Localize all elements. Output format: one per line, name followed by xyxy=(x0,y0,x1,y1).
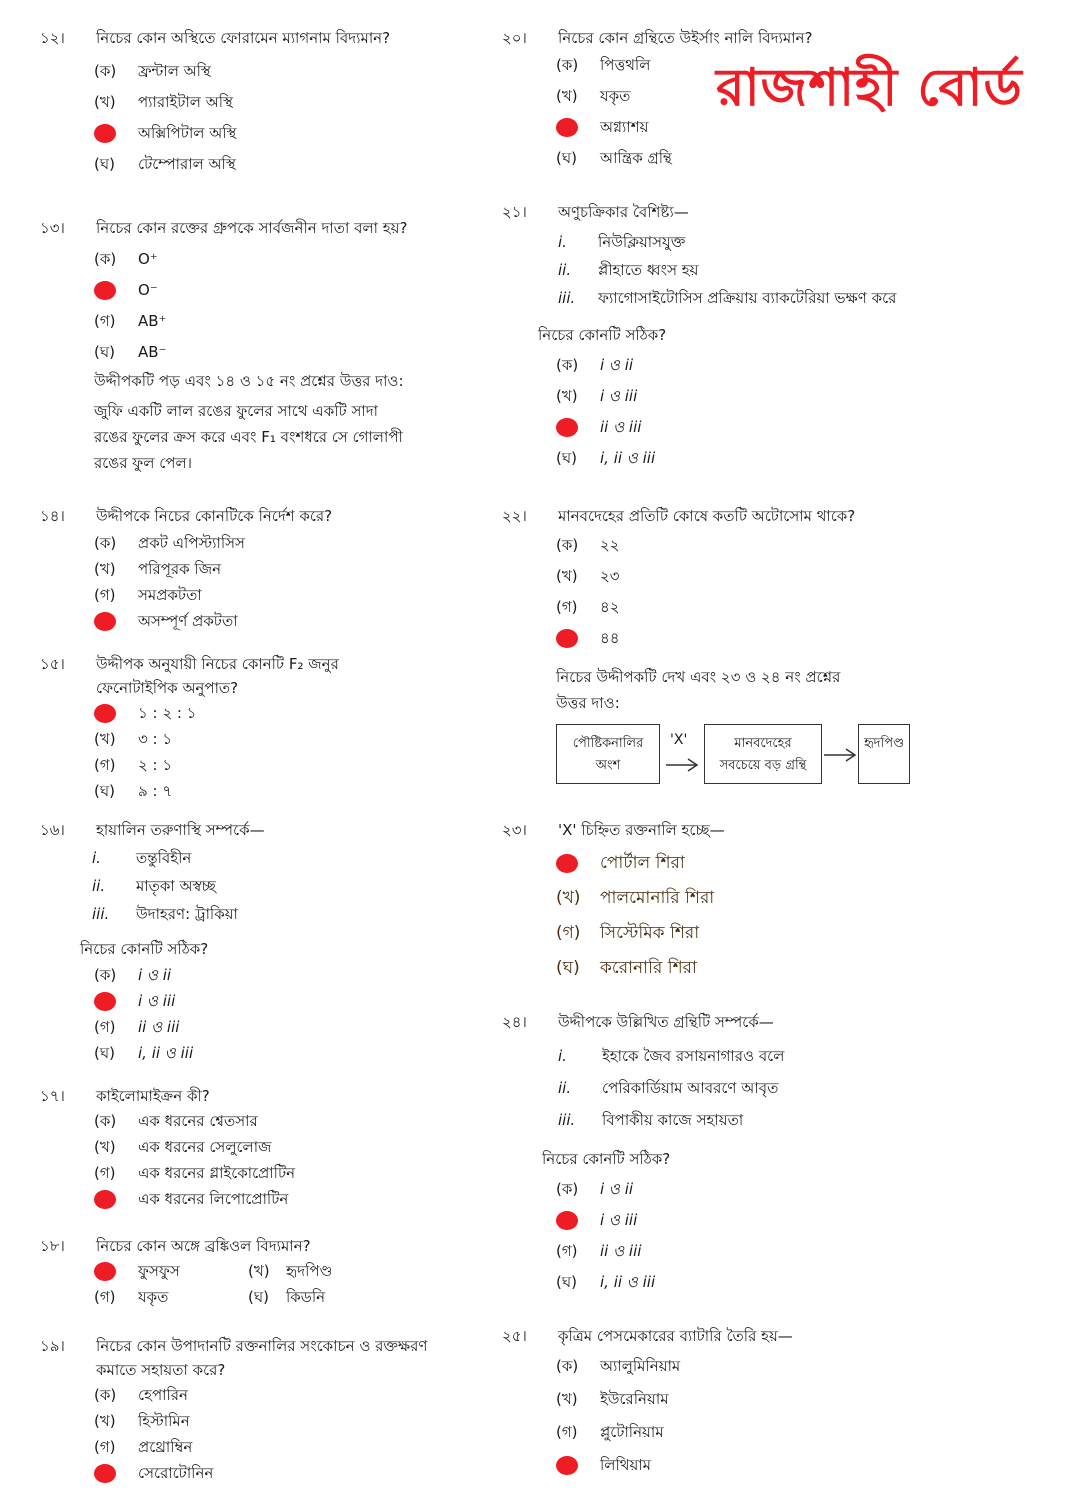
option[interactable]: (খ) পরিপূরক জিন xyxy=(94,560,222,578)
flow-box-largest-gland: মানবদেহের সবচেয়ে বড় গ্রন্থি xyxy=(704,724,822,784)
question-16 xyxy=(40,818,500,1066)
option[interactable]: (গ) ii ও iii xyxy=(94,1018,180,1036)
option[interactable]: (গ) ২ : ১ xyxy=(94,756,173,774)
option[interactable]: (খ) ২৩ xyxy=(556,567,620,585)
answer-marker xyxy=(556,629,578,648)
option[interactable]: (গ) ii ও iii xyxy=(556,1242,642,1260)
option[interactable]: (ঘ) i, ii ও iii xyxy=(94,1044,194,1062)
option[interactable]: (গ) যকৃত xyxy=(94,1288,169,1306)
stimulus-text: রঙের ফুল পেল। xyxy=(94,454,193,472)
question-24 xyxy=(502,1010,1062,1298)
option-correct[interactable]: এক ধরনের লিপোপ্রোটিন xyxy=(40,1186,500,1212)
option[interactable]: (ঘ) AB⁻ xyxy=(94,343,167,361)
option[interactable]: (ক) ফ্রন্টাল অস্থি xyxy=(94,62,211,80)
option[interactable]: (খ) হিস্টামিন xyxy=(94,1412,190,1430)
option-correct[interactable]: অসম্পূর্ণ প্রকটতা xyxy=(40,608,500,634)
option[interactable]: (গ) ৪২ xyxy=(556,598,620,616)
statement: i. নিউক্লিয়াসযুক্ত xyxy=(558,233,686,251)
option-correct[interactable]: O⁻ xyxy=(40,275,500,306)
option-correct[interactable]: লিথিয়াম xyxy=(502,1449,1062,1482)
answer-marker xyxy=(94,1262,116,1281)
question-25 xyxy=(502,1324,1062,1482)
answer-marker xyxy=(94,992,116,1011)
option[interactable]: (ক) অ্যালুমিনিয়াম xyxy=(556,1357,681,1375)
answer-marker xyxy=(556,418,578,437)
question-number: ২৪। xyxy=(502,1013,527,1031)
question-stem: উদ্দীপকে নিচের কোনটিকে নির্দেশ করে? xyxy=(96,507,333,525)
question-number: ২৫। xyxy=(502,1327,527,1345)
stimulus-intro: উদ্দীপকটি পড় এবং ১৪ ও ১৫ নং প্রশ্নের উত্তর দাও: xyxy=(94,372,404,390)
question-21 xyxy=(502,200,1062,474)
flow-box-digestive-tract: পৌষ্টিকনালির অংশ xyxy=(556,724,660,784)
option[interactable]: (ঘ) i, ii ও iii xyxy=(556,1273,656,1291)
option-correct[interactable]: ফুসফুস xyxy=(40,1258,180,1284)
flow-arrow-label-x: 'X' xyxy=(670,732,688,748)
question-stem: 'X' চিহ্নিত রক্তনালি হচ্ছে— xyxy=(558,821,725,839)
option[interactable]: (ক) ২২ xyxy=(556,536,620,554)
question-15 xyxy=(40,652,500,804)
statement: iii. ফ্যাগোসাইটোসিস প্রক্রিয়ায় ব্যাকটেরিয়া ভক্ষণ করে xyxy=(558,289,897,307)
option[interactable]: (গ) সমপ্রকটতা xyxy=(94,586,202,604)
option[interactable]: (খ) হৃদপিণ্ড xyxy=(248,1262,333,1280)
question-stem: নিচের কোন অঙ্গে ব্রঙ্কিওল বিদ্যমান? xyxy=(96,1237,311,1255)
option[interactable]: (গ) প্লুটোনিয়াম xyxy=(556,1423,664,1441)
question-stem: মানবদেহের প্রতিটি কোষে কতটি অটোসোম থাকে? xyxy=(558,507,856,525)
question-stem: কৃত্রিম পেসমেকারের ব্যাটারি তৈরি হয়— xyxy=(558,1327,793,1345)
option[interactable]: (ঘ) টেম্পোরাল অস্থি xyxy=(94,155,236,173)
answer-marker xyxy=(94,124,116,143)
option-correct[interactable]: সেরোটোনিন xyxy=(40,1460,500,1486)
question-number: ২৩। xyxy=(502,821,527,839)
question-19 xyxy=(40,1334,500,1486)
question-number: ১৩। xyxy=(40,219,65,237)
answer-marker xyxy=(94,1190,116,1209)
statement: i. তন্তুবিহীন xyxy=(92,849,192,867)
option[interactable]: (গ) AB⁺ xyxy=(94,312,167,330)
option-correct[interactable]: ৪৪ xyxy=(502,623,1062,654)
question-stem: ফেনোটাইপিক অনুপাত? xyxy=(96,679,239,697)
question-stem: নিচের কোন রক্তের গ্রুপকে সার্বজনীন দাতা বলা হয়? xyxy=(96,219,408,237)
statement: ii. মাতৃকা অস্বচ্ছ xyxy=(92,877,216,895)
option[interactable]: (ক) i ও ii xyxy=(94,966,172,984)
option[interactable]: (গ) এক ধরনের গ্লাইকোপ্রোটিন xyxy=(94,1164,296,1182)
option[interactable]: (ক) এক ধরনের শ্বেতসার xyxy=(94,1112,258,1130)
question-stem: হায়ালিন তরুণাস্থি সম্পর্কে— xyxy=(96,821,265,839)
question-14 xyxy=(40,504,500,634)
stimulus-text: নিচের উদ্দীপকটি দেখ এবং ২৩ ও ২৪ নং প্রশ্নের xyxy=(556,668,841,686)
stimulus-text: উত্তর দাও: xyxy=(556,694,620,712)
arrow-right-icon xyxy=(822,748,858,762)
answer-marker xyxy=(94,612,116,631)
option[interactable]: (ক) O⁺ xyxy=(94,250,158,268)
option[interactable]: (ক) i ও ii xyxy=(556,356,634,374)
option[interactable]: (ক) i ও ii xyxy=(556,1180,634,1198)
question-prompt: নিচের কোনটি সঠিক? xyxy=(80,940,209,958)
option-correct[interactable]: অক্সিপিটাল অস্থি xyxy=(40,118,500,149)
stimulus-flow-diagram xyxy=(556,724,916,788)
statement: ii. প্লীহাতে ধ্বংস হয় xyxy=(558,261,699,279)
option[interactable]: (ঘ) i, ii ও iii xyxy=(556,449,656,467)
question-stem: অণুচক্রিকার বৈশিষ্ট্য— xyxy=(558,203,689,221)
option-correct[interactable]: পোর্টাল শিরা xyxy=(502,846,1062,881)
answer-marker xyxy=(556,118,578,137)
flow-box-heart: হৃদপিণ্ড xyxy=(858,724,910,784)
option[interactable]: (গ) সিস্টেমিক শিরা xyxy=(556,923,700,943)
option[interactable]: (ক) পিত্তথলি xyxy=(556,56,651,74)
question-stem: নিচের কোন গ্রন্থিতে উইর্সাং নালি বিদ্যমান? xyxy=(558,29,813,47)
option[interactable]: (খ) i ও iii xyxy=(556,387,638,405)
option[interactable]: (ক) হেপারিন xyxy=(94,1386,188,1404)
option[interactable]: (খ) ইউরেনিয়াম xyxy=(556,1390,669,1408)
statement: iii. বিপাকীয় কাজে সহায়তা xyxy=(558,1111,744,1129)
question-prompt: নিচের কোনটি সঠিক? xyxy=(538,326,667,344)
option[interactable]: (খ) যকৃত xyxy=(556,87,631,105)
answer-marker xyxy=(94,1464,116,1483)
question-20 xyxy=(502,26,1062,174)
option[interactable]: (গ) প্রথ্রোম্বিন xyxy=(94,1438,193,1456)
option-correct[interactable]: ii ও iii xyxy=(502,412,1062,443)
arrow-right-icon xyxy=(664,758,700,772)
question-17 xyxy=(40,1084,500,1212)
option[interactable]: (খ) ৩ : ১ xyxy=(94,730,173,748)
option-correct[interactable]: i ও iii xyxy=(40,988,500,1014)
board-title: রাজশাহী বোর্ড xyxy=(716,58,1023,118)
question-number: ১৭। xyxy=(40,1087,65,1105)
question-number: ২০। xyxy=(502,29,527,47)
option[interactable]: (ঘ) কিডনি xyxy=(248,1288,326,1306)
question-22 xyxy=(502,504,1062,654)
option[interactable]: (খ) এক ধরনের সেলুলোজ xyxy=(94,1138,272,1156)
question-number: ১২। xyxy=(40,29,65,47)
question-stem: উদ্দীপকে উল্লিখিত গ্রন্থিটি সম্পর্কে— xyxy=(558,1013,774,1031)
stimulus-text: জুফি একটি লাল রঙের ফুলের সাথে একটি সাদা xyxy=(94,402,378,420)
question-stem: কমাতে সহায়তা করে? xyxy=(96,1361,226,1379)
question-13 xyxy=(40,216,500,368)
question-number: ১৬। xyxy=(40,821,65,839)
stimulus-23-24 xyxy=(556,664,936,716)
option[interactable]: (ঘ) করোনারি শিরা xyxy=(556,958,697,978)
statement: ii. পেরিকার্ডিয়াম আবরণে আবৃত xyxy=(558,1079,779,1097)
question-12 xyxy=(40,26,500,180)
option[interactable]: (ঘ) ৯ : ৭ xyxy=(94,782,173,800)
question-number: ২১। xyxy=(502,203,527,221)
stimulus-14-15 xyxy=(94,368,494,476)
question-number: ১৯। xyxy=(40,1337,65,1355)
question-number: ১৫। xyxy=(40,655,65,673)
question-stem: কাইলোমাইক্রন কী? xyxy=(96,1087,210,1105)
question-18 xyxy=(40,1234,500,1312)
option-correct[interactable]: ১ : ২ : ১ xyxy=(40,700,500,726)
answer-marker xyxy=(556,1456,578,1475)
option-correct[interactable]: i ও iii xyxy=(502,1205,1062,1236)
answer-marker xyxy=(556,854,578,873)
answer-marker xyxy=(556,1211,578,1230)
statement: iii. উদাহরণ: ট্রাকিয়া xyxy=(92,905,238,923)
option[interactable]: (খ) পালমোনারি শিরা xyxy=(556,888,715,908)
option[interactable]: (ক) প্রকট এপিস্ট্যাসিস xyxy=(94,534,245,552)
statement: i. ইহাকে জৈব রসায়নাগারও বলে xyxy=(558,1047,785,1065)
question-stem: নিচের কোন অস্থিতে ফোরামেন ম্যাগনাম বিদ্যমান? xyxy=(96,29,391,47)
answer-marker xyxy=(94,281,116,300)
option[interactable]: (ঘ) আন্ত্রিক গ্রন্থি xyxy=(556,149,672,167)
question-stem: উদ্দীপক অনুযায়ী নিচের কোনটি F₂ জনুর xyxy=(96,655,339,673)
question-number: ১৪। xyxy=(40,507,65,525)
question-23 xyxy=(502,818,1062,986)
option-correct[interactable]: অগ্ন্যাশয় xyxy=(502,112,1062,143)
answer-marker xyxy=(94,704,116,723)
stimulus-text: রঙের ফুলের ক্রস করে এবং F₁ বংশধরে সে গোলাপী xyxy=(94,428,403,446)
question-stem: নিচের কোন উপাদানটি রক্তনালির সংকোচন ও রক্তক্ষরণ xyxy=(96,1337,428,1355)
question-prompt: নিচের কোনটি সঠিক? xyxy=(542,1150,671,1168)
question-number: ২২। xyxy=(502,507,527,525)
option[interactable]: (খ) প্যারাইটাল অস্থি xyxy=(94,93,233,111)
question-number: ১৮। xyxy=(40,1237,65,1255)
